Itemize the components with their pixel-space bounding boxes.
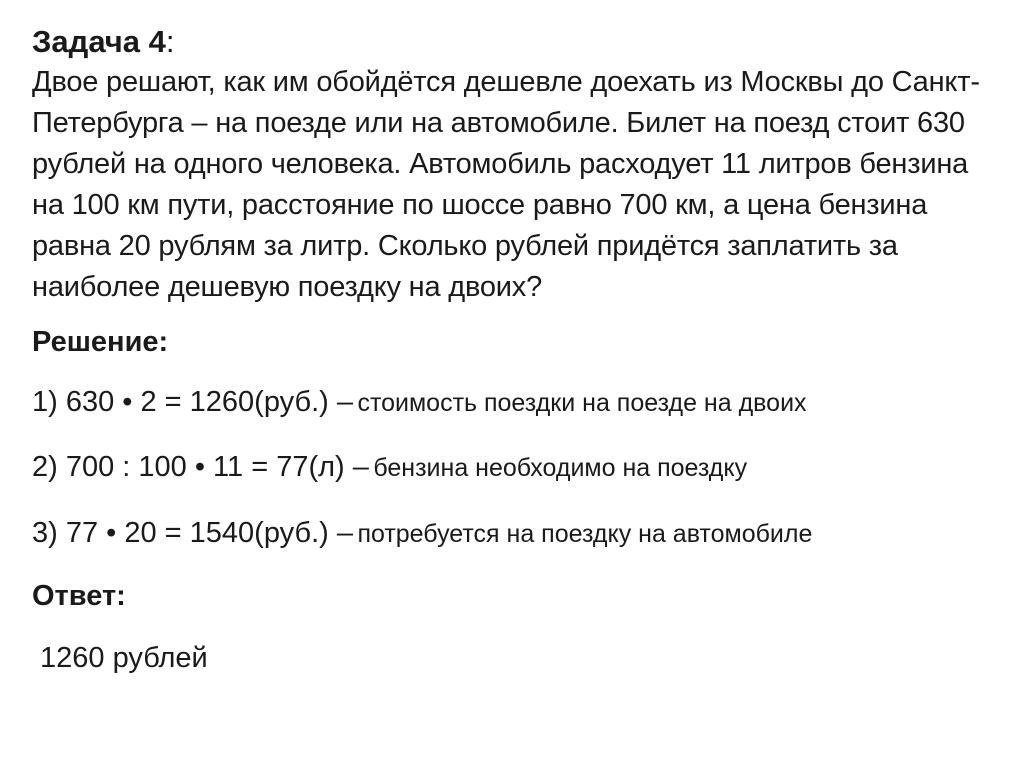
task-statement: Двое решают, как им обойдётся дешевле доехать из Москвы до Санкт-Петербурга – на поезде или на автомобиле. Билет на поезд стоит 630 рублей на одного человека. Автомобиль расходует 11 литров бензина на 100 км пути, расстояние по шоссе равно 700 км, а цена бензина равна 20 рублям за литр. Сколько рублей придётся заплатить за наиболее дешевую поездку на двоих? [32,66,980,303]
task-title [32,22,1002,62]
answer-value: 1260 рублей [40,642,208,674]
step-description: потребуется на поездку на автомобиле [357,520,813,548]
step-formula: 2) 700 : 100 • 11 = 77(л) – [32,451,369,483]
step-formula: 1) 630 • 2 = 1260(руб.) – [32,386,353,418]
solution-step [32,447,1002,492]
solution-heading: Решение: [32,326,169,358]
answer-heading: Ответ: [32,580,126,612]
slide-content [32,22,1002,678]
step-description: бензина необходимо на поездку [373,454,748,482]
step-description: стоимость поездки на поезде на двоих [357,389,807,417]
solution-step [32,382,1002,427]
solution-step [32,513,1002,558]
task-title-colon: : [165,24,175,59]
step-formula: 3) 77 • 20 = 1540(руб.) – [32,517,353,549]
task-title-text: Задача 4 [32,24,166,59]
